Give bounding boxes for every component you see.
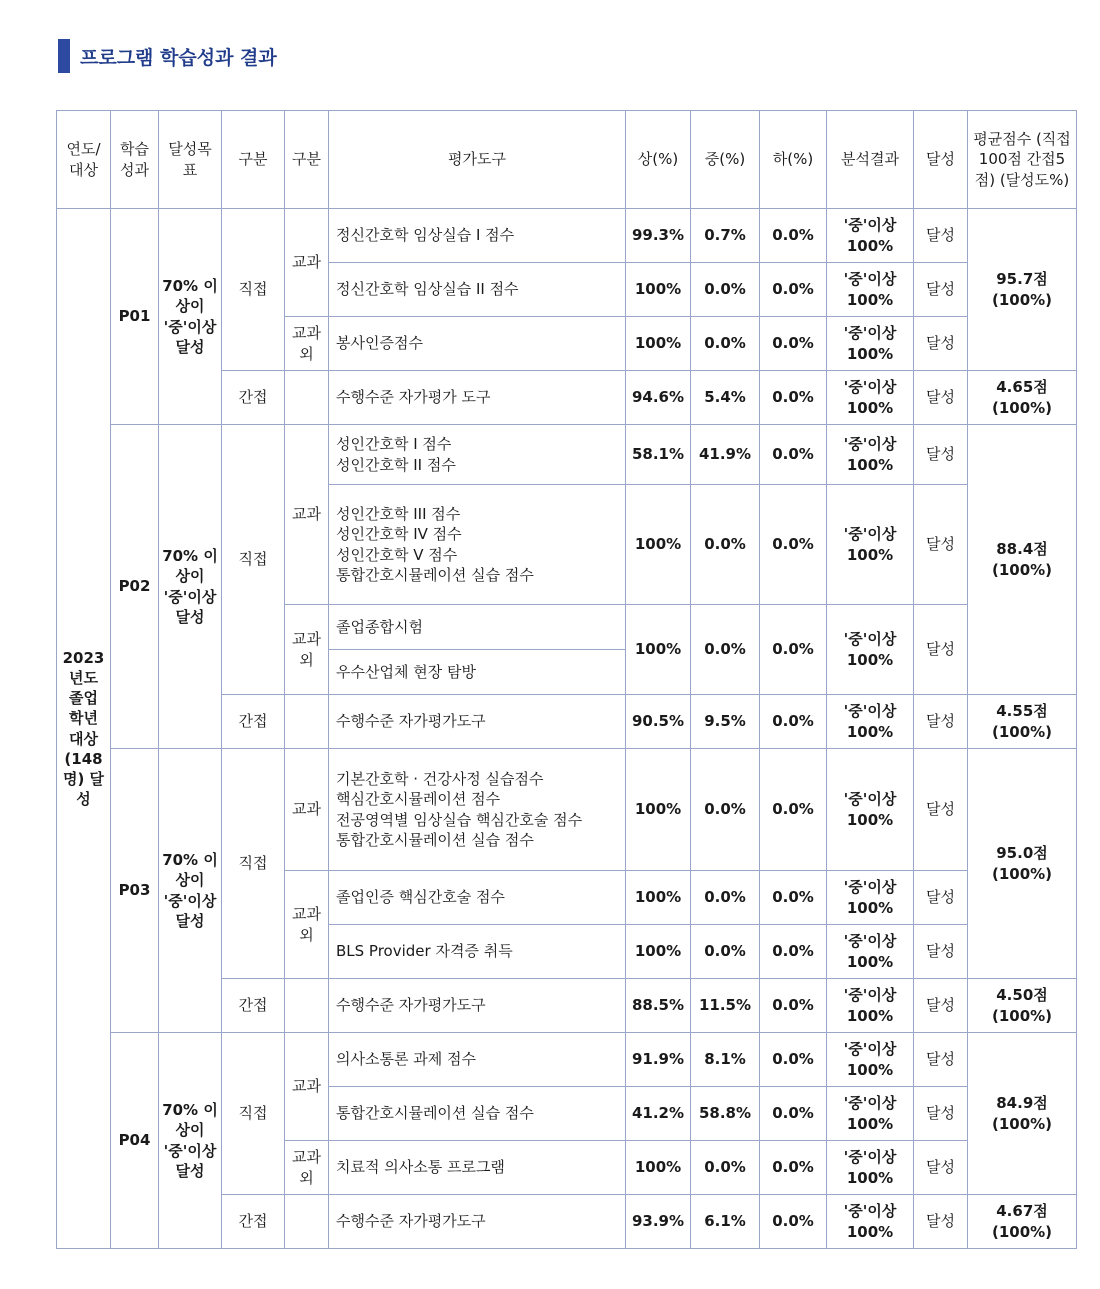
tool-line: 통합간호시뮬레이션 실습 점수 bbox=[336, 830, 534, 849]
analysis-cell: '중'이상 100% bbox=[827, 317, 914, 371]
low-cell: 0.0% bbox=[760, 425, 827, 485]
average-direct: 95.0점 (100%) bbox=[968, 749, 1077, 979]
low-cell: 0.0% bbox=[760, 317, 827, 371]
achieve-cell: 달성 bbox=[914, 695, 968, 749]
category-indirect: 간접 bbox=[222, 371, 285, 425]
achieve-cell: 달성 bbox=[914, 979, 968, 1033]
high-cell: 100% bbox=[626, 317, 691, 371]
header-category-2: 구분 bbox=[285, 111, 329, 209]
tool-cell: 의사소통론 과제 점수 bbox=[329, 1033, 626, 1087]
category-direct: 직접 bbox=[222, 209, 285, 371]
high-cell: 99.3% bbox=[626, 209, 691, 263]
analysis-cell: '중'이상 100% bbox=[827, 695, 914, 749]
tool-line: 성인간호학 IV 점수 bbox=[336, 525, 462, 544]
tool-line: 핵심간호시뮬레이션 점수 bbox=[336, 790, 501, 809]
category-subject: 교과 bbox=[285, 425, 329, 605]
high-cell: 94.6% bbox=[626, 371, 691, 425]
analysis-cell: '중'이상 100% bbox=[827, 925, 914, 979]
high-cell: 90.5% bbox=[626, 695, 691, 749]
outcome-code: P04 bbox=[111, 1033, 159, 1249]
low-cell: 0.0% bbox=[760, 1141, 827, 1195]
high-cell: 41.2% bbox=[626, 1087, 691, 1141]
mid-cell: 11.5% bbox=[691, 979, 760, 1033]
category-extra: 교과외 bbox=[285, 871, 329, 979]
achieve-cell: 달성 bbox=[914, 1087, 968, 1141]
analysis-cell: '중'이상 100% bbox=[827, 209, 914, 263]
achieve-cell: 달성 bbox=[914, 1141, 968, 1195]
category-empty bbox=[285, 371, 329, 425]
tool-cell: 정신간호학 임상실습 II 점수 bbox=[329, 263, 626, 317]
achieve-cell: 달성 bbox=[914, 871, 968, 925]
table-row bbox=[57, 749, 1077, 871]
mid-cell: 5.4% bbox=[691, 371, 760, 425]
high-cell: 91.9% bbox=[626, 1033, 691, 1087]
achieve-cell: 달성 bbox=[914, 263, 968, 317]
achieve-cell: 달성 bbox=[914, 317, 968, 371]
category-empty bbox=[285, 1195, 329, 1249]
category-subject: 교과 bbox=[285, 1033, 329, 1141]
table-row bbox=[57, 209, 1077, 263]
analysis-cell: '중'이상 100% bbox=[827, 425, 914, 485]
achieve-cell: 달성 bbox=[914, 371, 968, 425]
header-achieve: 달성 bbox=[914, 111, 968, 209]
low-cell: 0.0% bbox=[760, 695, 827, 749]
high-cell: 100% bbox=[626, 749, 691, 871]
outcome-code: P01 bbox=[111, 209, 159, 425]
category-empty bbox=[285, 695, 329, 749]
header-analysis: 분석결과 bbox=[827, 111, 914, 209]
analysis-cell: '중'이상 100% bbox=[827, 263, 914, 317]
low-cell: 0.0% bbox=[760, 605, 827, 695]
mid-cell: 0.0% bbox=[691, 605, 760, 695]
mid-cell: 9.5% bbox=[691, 695, 760, 749]
analysis-cell: '중'이상 100% bbox=[827, 485, 914, 605]
mid-cell: 41.9% bbox=[691, 425, 760, 485]
mid-cell: 0.0% bbox=[691, 263, 760, 317]
header-year: 연도/대상 bbox=[57, 111, 111, 209]
category-subject: 교과 bbox=[285, 209, 329, 317]
achieve-cell: 달성 bbox=[914, 485, 968, 605]
goal-cell: 70% 이상이 '중'이상 달성 bbox=[159, 425, 222, 749]
low-cell: 0.0% bbox=[760, 263, 827, 317]
tool-cell: 수행수준 자가평가도구 bbox=[329, 1195, 626, 1249]
tool-line: 기본간호학 · 건강사정 실습점수 bbox=[336, 770, 544, 788]
achieve-cell: 달성 bbox=[914, 605, 968, 695]
table-row bbox=[57, 425, 1077, 485]
analysis-cell: '중'이상 100% bbox=[827, 979, 914, 1033]
tool-cell: 정신간호학 임상실습 I 점수 bbox=[329, 209, 626, 263]
high-cell: 58.1% bbox=[626, 425, 691, 485]
category-direct: 직접 bbox=[222, 1033, 285, 1195]
header-mid: 중(%) bbox=[691, 111, 760, 209]
mid-cell: 6.1% bbox=[691, 1195, 760, 1249]
high-cell: 100% bbox=[626, 925, 691, 979]
tool-cell: 치료적 의사소통 프로그램 bbox=[329, 1141, 626, 1195]
low-cell: 0.0% bbox=[760, 871, 827, 925]
mid-cell: 58.8% bbox=[691, 1087, 760, 1141]
achieve-cell: 달성 bbox=[914, 1033, 968, 1087]
category-indirect: 간접 bbox=[222, 1195, 285, 1249]
average-direct: 88.4점 (100%) bbox=[968, 425, 1077, 695]
average-direct: 95.7점 (100%) bbox=[968, 209, 1077, 371]
tool-line: 전공영역별 임상실습 핵심간호술 점수 bbox=[336, 810, 583, 829]
analysis-cell: '중'이상 100% bbox=[827, 1033, 914, 1087]
category-extra: 교과외 bbox=[285, 605, 329, 695]
high-cell: 100% bbox=[626, 1141, 691, 1195]
category-extra: 교과외 bbox=[285, 317, 329, 371]
mid-cell: 0.0% bbox=[691, 871, 760, 925]
achieve-cell: 달성 bbox=[914, 425, 968, 485]
category-indirect: 간접 bbox=[222, 979, 285, 1033]
header-average: 평균점수 (직접 100점 간접5점) (달성도%) bbox=[968, 111, 1077, 209]
analysis-cell: '중'이상 100% bbox=[827, 1141, 914, 1195]
analysis-cell: '중'이상 100% bbox=[827, 371, 914, 425]
low-cell: 0.0% bbox=[760, 979, 827, 1033]
tool-cell: BLS Provider 자격증 취득 bbox=[329, 925, 626, 979]
low-cell: 0.0% bbox=[760, 925, 827, 979]
tool-line: 성인간호학 II 점수 bbox=[336, 455, 456, 474]
category-extra: 교과외 bbox=[285, 1141, 329, 1195]
tool-cell bbox=[329, 749, 626, 871]
tool-cell: 졸업인증 핵심간호술 점수 bbox=[329, 871, 626, 925]
category-empty bbox=[285, 979, 329, 1033]
low-cell: 0.0% bbox=[760, 749, 827, 871]
goal-cell: 70% 이상이 '중'이상 달성 bbox=[159, 749, 222, 1033]
average-indirect: 4.65점 (100%) bbox=[968, 371, 1077, 425]
mid-cell: 0.0% bbox=[691, 485, 760, 605]
low-cell: 0.0% bbox=[760, 485, 827, 605]
high-cell: 100% bbox=[626, 263, 691, 317]
header-goal: 달성목표 bbox=[159, 111, 222, 209]
average-direct: 84.9점 (100%) bbox=[968, 1033, 1077, 1195]
achieve-cell: 달성 bbox=[914, 749, 968, 871]
header-outcome: 학습성과 bbox=[111, 111, 159, 209]
high-cell: 100% bbox=[626, 871, 691, 925]
category-direct: 직접 bbox=[222, 425, 285, 695]
low-cell: 0.0% bbox=[760, 209, 827, 263]
low-cell: 0.0% bbox=[760, 1033, 827, 1087]
tool-line: 성인간호학 III 점수 bbox=[336, 505, 461, 523]
learning-outcome-table bbox=[56, 110, 1077, 1249]
mid-cell: 0.7% bbox=[691, 209, 760, 263]
analysis-cell: '중'이상 100% bbox=[827, 1195, 914, 1249]
mid-cell: 0.0% bbox=[691, 1141, 760, 1195]
table-row bbox=[57, 1033, 1077, 1087]
low-cell: 0.0% bbox=[760, 1087, 827, 1141]
high-cell: 88.5% bbox=[626, 979, 691, 1033]
analysis-cell: '중'이상 100% bbox=[827, 605, 914, 695]
mid-cell: 0.0% bbox=[691, 925, 760, 979]
achieve-cell: 달성 bbox=[914, 925, 968, 979]
mid-cell: 0.0% bbox=[691, 317, 760, 371]
category-indirect: 간접 bbox=[222, 695, 285, 749]
tool-cell: 수행수준 자가평가도구 bbox=[329, 695, 626, 749]
tool-cell: 수행수준 자가평가도구 bbox=[329, 979, 626, 1033]
tool-cell: 수행수준 자가평가 도구 bbox=[329, 371, 626, 425]
goal-cell: 70% 이상이 '중'이상 달성 bbox=[159, 209, 222, 425]
analysis-cell: '중'이상 100% bbox=[827, 749, 914, 871]
header-low: 하(%) bbox=[760, 111, 827, 209]
page-title: 프로그램 학습성과 결과 bbox=[80, 46, 277, 69]
tool-line: 성인간호학 I 점수 bbox=[336, 435, 452, 454]
table-header-row bbox=[57, 111, 1077, 209]
high-cell: 100% bbox=[626, 605, 691, 695]
low-cell: 0.0% bbox=[760, 1195, 827, 1249]
high-cell: 93.9% bbox=[626, 1195, 691, 1249]
tool-line: 성인간호학 V 점수 bbox=[336, 545, 458, 564]
tool-cell: 우수산업체 현장 탐방 bbox=[329, 650, 626, 695]
section-title bbox=[58, 38, 277, 74]
tool-cell: 통합간호시뮬레이션 실습 점수 bbox=[329, 1087, 626, 1141]
outcome-code: P02 bbox=[111, 425, 159, 749]
tool-cell bbox=[329, 485, 626, 605]
analysis-cell: '중'이상 100% bbox=[827, 1087, 914, 1141]
year-target-cell: 2023 년도 졸업 학년 대상 (148명) 달성 bbox=[57, 209, 111, 1249]
header-tool: 평가도구 bbox=[329, 111, 626, 209]
category-direct: 직접 bbox=[222, 749, 285, 979]
high-cell: 100% bbox=[626, 485, 691, 605]
analysis-cell: '중'이상 100% bbox=[827, 871, 914, 925]
mid-cell: 8.1% bbox=[691, 1033, 760, 1087]
mid-cell: 0.0% bbox=[691, 749, 760, 871]
title-accent-bar bbox=[58, 39, 70, 73]
tool-line: 통합간호시뮬레이션 실습 점수 bbox=[336, 565, 534, 584]
goal-cell: 70% 이상이 '중'이상 달성 bbox=[159, 1033, 222, 1249]
header-high: 상(%) bbox=[626, 111, 691, 209]
tool-cell bbox=[329, 425, 626, 485]
header-category-1: 구분 bbox=[222, 111, 285, 209]
category-subject: 교과 bbox=[285, 749, 329, 871]
low-cell: 0.0% bbox=[760, 371, 827, 425]
tool-cell: 봉사인증점수 bbox=[329, 317, 626, 371]
average-indirect: 4.50점 (100%) bbox=[968, 979, 1077, 1033]
average-indirect: 4.67점 (100%) bbox=[968, 1195, 1077, 1249]
tool-cell: 졸업종합시험 bbox=[329, 605, 626, 650]
achieve-cell: 달성 bbox=[914, 1195, 968, 1249]
outcome-code: P03 bbox=[111, 749, 159, 1033]
achieve-cell: 달성 bbox=[914, 209, 968, 263]
average-indirect: 4.55점 (100%) bbox=[968, 695, 1077, 749]
